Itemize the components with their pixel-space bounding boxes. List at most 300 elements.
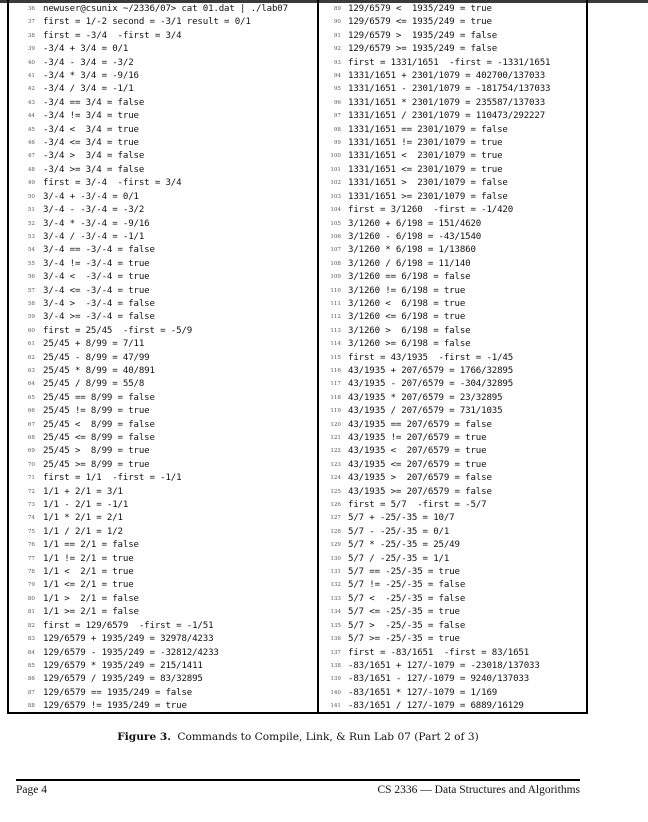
code-text: -3/4 + 3/4 = 0/1 xyxy=(43,44,129,55)
code-text: -83/1651 / 127/-1079 = 6889/16129 xyxy=(348,701,524,712)
code-text: 3/1260 != 6/198 = true xyxy=(348,285,466,296)
code-line xyxy=(319,204,586,217)
code-text: 129/6579 == 1935/249 = false xyxy=(43,687,193,698)
code-text: 3/-4 == -3/-4 = false xyxy=(43,245,155,256)
code-line xyxy=(319,150,586,163)
code-line xyxy=(319,526,586,539)
code-line xyxy=(319,700,586,713)
code-line xyxy=(319,352,586,365)
code-line xyxy=(319,647,586,660)
code-text: 3/1260 > 6/198 = false xyxy=(348,325,471,336)
code-line xyxy=(319,191,586,204)
line-number: 124 xyxy=(330,475,341,482)
line-number: 46 xyxy=(27,140,35,147)
line-number: 126 xyxy=(330,502,341,509)
code-text: 3/-4 / -3/-4 = -1/1 xyxy=(43,231,145,242)
line-number: 123 xyxy=(330,461,341,468)
code-line xyxy=(9,419,317,432)
code-line xyxy=(9,606,317,619)
code-line xyxy=(9,392,317,405)
code-line xyxy=(9,164,317,177)
line-number: 114 xyxy=(330,341,341,348)
code-text: 1/1 != 2/1 = true xyxy=(43,553,134,564)
code-text: 5/7 < -25/-35 = false xyxy=(348,593,466,604)
code-text: 43/1935 != 207/6579 = true xyxy=(348,433,487,443)
line-number: 65 xyxy=(27,394,35,401)
line-number: 110 xyxy=(330,287,341,294)
line-number: 98 xyxy=(333,126,341,133)
line-number: 64 xyxy=(27,381,35,388)
code-line xyxy=(319,566,586,579)
code-text: newuser@csunix ~/2336/07> cat 01.dat | ./lab07 xyxy=(43,4,288,14)
code-line xyxy=(9,16,317,29)
line-number: 43 xyxy=(27,99,35,106)
code-text: 25/45 * 8/99 = 40/891 xyxy=(43,365,155,376)
line-number: 106 xyxy=(330,233,341,240)
code-text: 129/6579 - 1935/249 = -32812/4233 xyxy=(43,647,219,658)
code-line xyxy=(319,606,586,619)
code-line xyxy=(9,271,317,284)
line-number: 80 xyxy=(27,595,35,602)
line-number: 47 xyxy=(27,153,35,160)
code-line xyxy=(319,687,586,700)
code-line xyxy=(9,647,317,660)
code-line xyxy=(319,432,586,445)
line-number: 132 xyxy=(330,582,341,589)
code-line xyxy=(319,660,586,673)
code-line xyxy=(9,244,317,257)
code-text: 1/1 >= 2/1 = false xyxy=(43,607,139,618)
line-number: 129 xyxy=(330,542,341,549)
line-number: 99 xyxy=(333,140,341,147)
line-number: 131 xyxy=(330,569,341,576)
code-text: 129/6579 + 1935/249 = 32978/4233 xyxy=(43,634,214,645)
code-text: 3/1260 - 6/198 = -43/1540 xyxy=(348,231,482,242)
line-number: 102 xyxy=(330,180,341,187)
line-number: 51 xyxy=(27,207,35,214)
code-line xyxy=(319,97,586,110)
code-text: 1331/1651 == 2301/1079 = false xyxy=(348,124,508,135)
code-line xyxy=(9,137,317,150)
line-number: 48 xyxy=(27,166,35,173)
code-line xyxy=(9,445,317,458)
code-text: first = -3/4 -first = 3/4 xyxy=(43,30,182,41)
code-text: 3/1260 / 6/198 = 11/140 xyxy=(348,258,471,269)
code-line xyxy=(319,392,586,405)
code-line xyxy=(319,311,586,324)
code-text: 1/1 / 2/1 = 1/2 xyxy=(43,526,123,537)
line-number: 137 xyxy=(330,649,341,656)
code-line xyxy=(319,633,586,646)
line-number: 56 xyxy=(27,274,35,281)
code-text: -3/4 / 3/4 = -1/1 xyxy=(43,84,134,95)
line-number: 103 xyxy=(330,193,341,200)
code-line xyxy=(9,378,317,391)
code-text: 25/45 < 8/99 = false xyxy=(43,419,155,430)
code-text: 3/1260 + 6/198 = 151/4620 xyxy=(348,218,482,229)
code-text: -83/1651 * 127/-1079 = 1/169 xyxy=(348,687,498,698)
code-line xyxy=(319,16,586,29)
code-line xyxy=(9,579,317,592)
page-number: Page 4 xyxy=(16,784,47,796)
line-number: 72 xyxy=(27,488,35,495)
line-number: 63 xyxy=(27,367,35,374)
line-number: 88 xyxy=(27,703,35,710)
line-number: 115 xyxy=(330,354,341,361)
line-number: 119 xyxy=(330,408,341,415)
code-line xyxy=(9,566,317,579)
line-number: 67 xyxy=(27,421,35,428)
code-text: -3/4 == 3/4 = false xyxy=(43,97,145,108)
code-line xyxy=(319,218,586,231)
code-text: -83/1651 + 127/-1079 = -23018/137033 xyxy=(348,660,540,671)
code-line xyxy=(9,191,317,204)
line-number: 89 xyxy=(333,6,341,12)
code-text: first = 1331/1651 -first = -1331/1651 xyxy=(348,57,551,68)
line-number: 49 xyxy=(27,180,35,187)
code-text: 43/1935 > 207/6579 = false xyxy=(348,473,492,484)
code-line xyxy=(319,298,586,311)
code-text: 5/7 != -25/-35 = false xyxy=(348,580,466,591)
code-line xyxy=(9,258,317,271)
line-number: 90 xyxy=(333,19,341,26)
line-number: 42 xyxy=(27,86,35,93)
code-line xyxy=(9,499,317,512)
code-line xyxy=(9,620,317,633)
code-line xyxy=(319,30,586,43)
code-text: 3/1260 <= 6/198 = true xyxy=(348,312,466,323)
code-line xyxy=(319,620,586,633)
line-number: 60 xyxy=(27,327,35,334)
code-text: -3/4 >= 3/4 = false xyxy=(43,164,145,175)
line-number: 54 xyxy=(27,247,35,254)
code-text: 25/45 == 8/99 = false xyxy=(43,392,155,403)
code-line xyxy=(319,83,586,96)
line-number: 93 xyxy=(333,59,341,66)
code-text: 43/1935 + 207/6579 = 1766/32895 xyxy=(348,365,514,376)
code-text: -3/4 <= 3/4 = true xyxy=(43,138,139,149)
code-line xyxy=(319,365,586,378)
code-text: 43/1935 * 207/6579 = 23/32895 xyxy=(348,392,503,403)
code-line xyxy=(9,512,317,525)
code-line xyxy=(319,231,586,244)
line-number: 101 xyxy=(330,166,341,173)
code-text: 129/6579 < 1935/249 = true xyxy=(348,4,492,14)
line-number: 104 xyxy=(330,207,341,214)
line-number: 57 xyxy=(27,287,35,294)
code-text: 25/45 != 8/99 = true xyxy=(43,406,150,417)
line-number: 62 xyxy=(27,354,35,361)
figure-caption-text: Commands to Compile, Link, & Run Lab 07 (Part 2 of 3) xyxy=(177,731,479,743)
code-text: 129/6579 > 1935/249 = false xyxy=(348,30,498,41)
line-number: 41 xyxy=(27,73,35,80)
code-text: first = 25/45 -first = -5/9 xyxy=(43,325,193,336)
code-text: 5/7 > -25/-35 = false xyxy=(348,620,466,631)
line-number: 136 xyxy=(330,636,341,643)
code-line xyxy=(319,593,586,606)
line-number: 139 xyxy=(330,676,341,683)
code-line xyxy=(319,579,586,592)
line-number: 37 xyxy=(27,19,35,26)
code-line xyxy=(319,472,586,485)
code-text: 1331/1651 + 2301/1079 = 402700/137033 xyxy=(348,71,546,82)
code-text: 25/45 >= 8/99 = true xyxy=(43,459,150,470)
line-number: 40 xyxy=(27,59,35,66)
line-number: 86 xyxy=(27,676,35,683)
code-text: 1331/1651 != 2301/1079 = true xyxy=(348,138,503,149)
code-line xyxy=(9,97,317,110)
line-number: 83 xyxy=(27,636,35,643)
code-line xyxy=(319,459,586,472)
code-text: first = 5/7 -first = -5/7 xyxy=(348,500,487,511)
code-text: 1331/1651 - 2301/1079 = -181754/137033 xyxy=(348,84,551,95)
line-number: 76 xyxy=(27,542,35,549)
code-text: -3/4 - 3/4 = -3/2 xyxy=(43,57,134,68)
code-line xyxy=(9,338,317,351)
code-line xyxy=(9,83,317,96)
code-line xyxy=(9,218,317,231)
code-line xyxy=(9,459,317,472)
code-text: 5/7 >= -25/-35 = true xyxy=(348,634,460,645)
code-text: 1331/1651 >= 2301/1079 = false xyxy=(348,191,508,202)
line-number: 94 xyxy=(333,73,341,80)
code-line xyxy=(9,325,317,338)
code-text: first = 129/6579 -first = -1/51 xyxy=(43,620,214,631)
line-number: 69 xyxy=(27,448,35,455)
code-text: 3/-4 * -3/-4 = -9/16 xyxy=(43,218,150,229)
code-line xyxy=(9,472,317,485)
code-line xyxy=(9,633,317,646)
line-number: 73 xyxy=(27,502,35,509)
line-number: 79 xyxy=(27,582,35,589)
code-line xyxy=(9,110,317,123)
code-text: 25/45 > 8/99 = true xyxy=(43,446,150,457)
code-line xyxy=(9,30,317,43)
code-text: 3/1260 < 6/198 = true xyxy=(348,298,466,309)
code-line xyxy=(319,70,586,83)
code-line xyxy=(9,593,317,606)
code-line xyxy=(319,499,586,512)
code-line xyxy=(9,204,317,217)
code-line xyxy=(9,70,317,83)
code-text: 25/45 <= 8/99 = false xyxy=(43,433,155,443)
code-line xyxy=(9,673,317,686)
code-text: 5/7 * -25/-35 = 25/49 xyxy=(348,540,460,551)
code-line xyxy=(319,325,586,338)
code-line xyxy=(319,137,586,150)
line-number: 91 xyxy=(333,32,341,39)
code-line xyxy=(319,110,586,123)
code-text: first = 3/-4 -first = 3/4 xyxy=(43,178,182,189)
line-number: 82 xyxy=(27,622,35,629)
code-line xyxy=(319,553,586,566)
line-number: 97 xyxy=(333,113,341,120)
code-line xyxy=(9,285,317,298)
code-line xyxy=(319,419,586,432)
line-number: 138 xyxy=(330,662,341,669)
code-text: 1/1 + 2/1 = 3/1 xyxy=(43,486,123,497)
line-number: 38 xyxy=(27,32,35,39)
line-number: 44 xyxy=(27,113,35,120)
line-number: 77 xyxy=(27,555,35,562)
line-number: 95 xyxy=(333,86,341,93)
code-line xyxy=(319,3,586,16)
code-line xyxy=(319,285,586,298)
code-line xyxy=(9,124,317,137)
code-line xyxy=(319,486,586,499)
code-text: 1331/1651 > 2301/1079 = false xyxy=(348,178,508,189)
code-line xyxy=(319,244,586,257)
code-text: first = -83/1651 -first = 83/1651 xyxy=(348,647,530,658)
code-text: 5/7 / -25/-35 = 1/1 xyxy=(348,553,450,564)
code-line xyxy=(319,177,586,190)
code-text: 3/-4 + -3/-4 = 0/1 xyxy=(43,191,139,202)
line-number: 116 xyxy=(330,367,341,374)
code-text: 5/7 + -25/-35 = 10/7 xyxy=(348,513,455,524)
line-number: 108 xyxy=(330,260,341,267)
code-text: -3/4 != 3/4 = true xyxy=(43,111,139,122)
line-number: 87 xyxy=(27,689,35,696)
line-number: 70 xyxy=(27,461,35,468)
figure-caption xyxy=(0,731,648,743)
code-text: 129/6579 != 1935/249 = true xyxy=(43,701,187,712)
line-number: 74 xyxy=(27,515,35,522)
code-text: -3/4 < 3/4 = true xyxy=(43,124,139,135)
line-number: 117 xyxy=(330,381,341,388)
code-text: 43/1935 >= 207/6579 = false xyxy=(348,486,492,497)
line-number: 140 xyxy=(330,689,341,696)
line-number: 45 xyxy=(27,126,35,133)
line-number: 55 xyxy=(27,260,35,267)
line-number: 127 xyxy=(330,515,341,522)
line-number: 135 xyxy=(330,622,341,629)
code-text: 5/7 - -25/-35 = 0/1 xyxy=(348,526,450,537)
code-line xyxy=(9,553,317,566)
line-number: 105 xyxy=(330,220,341,227)
line-number: 39 xyxy=(27,46,35,53)
code-text: 1/1 - 2/1 = -1/1 xyxy=(43,500,129,511)
figure-label: Figure 3. xyxy=(117,731,171,743)
code-text: 25/45 / 8/99 = 55/8 xyxy=(43,379,145,390)
line-number: 130 xyxy=(330,555,341,562)
code-text: -3/4 * 3/4 = -9/16 xyxy=(43,71,139,82)
code-text: 43/1935 - 207/6579 = -304/32895 xyxy=(348,379,514,390)
code-line xyxy=(9,539,317,552)
line-number: 36 xyxy=(27,6,35,12)
code-line xyxy=(9,660,317,673)
code-line xyxy=(9,365,317,378)
code-line xyxy=(319,512,586,525)
code-line xyxy=(9,3,317,16)
code-line xyxy=(319,43,586,56)
footer-rule xyxy=(16,779,580,781)
code-text: 3/1260 == 6/198 = false xyxy=(348,272,471,283)
code-text: 1/1 <= 2/1 = true xyxy=(43,580,134,591)
code-text: 43/1935 < 207/6579 = true xyxy=(348,446,487,457)
line-number: 121 xyxy=(330,435,341,441)
code-line xyxy=(9,231,317,244)
code-text: 1/1 == 2/1 = false xyxy=(43,540,139,551)
code-line xyxy=(9,298,317,311)
code-text: 3/-4 - -3/-4 = -3/2 xyxy=(43,205,145,216)
line-number: 84 xyxy=(27,649,35,656)
code-text: first = 1/-2 second = -3/1 result = 0/1 xyxy=(43,17,251,28)
line-number: 109 xyxy=(330,274,341,281)
line-number: 141 xyxy=(330,703,341,710)
code-text: 1331/1651 * 2301/1079 = 235587/137033 xyxy=(348,97,546,108)
code-line xyxy=(319,673,586,686)
code-line xyxy=(9,687,317,700)
code-text: 1/1 < 2/1 = true xyxy=(43,567,134,578)
code-text: 5/7 == -25/-35 = true xyxy=(348,567,460,578)
code-text: first = 43/1935 -first = -1/45 xyxy=(348,352,514,363)
code-text: 25/45 - 8/99 = 47/99 xyxy=(43,352,150,363)
line-number: 111 xyxy=(330,300,341,307)
line-number: 66 xyxy=(27,408,35,415)
code-line xyxy=(319,405,586,418)
code-listing-right xyxy=(319,3,586,714)
code-line xyxy=(319,57,586,70)
code-text: 1/1 > 2/1 = false xyxy=(43,593,139,604)
line-number: 134 xyxy=(330,609,341,616)
line-number: 58 xyxy=(27,300,35,307)
code-line xyxy=(319,378,586,391)
line-number: 52 xyxy=(27,220,35,227)
code-text: 25/45 + 8/99 = 7/11 xyxy=(43,339,145,350)
code-line xyxy=(9,43,317,56)
code-text: 3/-4 > -3/-4 = false xyxy=(43,298,155,309)
line-number: 53 xyxy=(27,233,35,240)
line-number: 100 xyxy=(330,153,341,160)
line-number: 128 xyxy=(330,528,341,535)
line-number: 107 xyxy=(330,247,341,254)
code-listing-right-frame xyxy=(319,0,588,714)
code-text: 1331/1651 < 2301/1079 = true xyxy=(348,151,503,162)
code-line xyxy=(319,338,586,351)
code-line xyxy=(9,311,317,324)
code-line xyxy=(9,405,317,418)
code-text: 3/-4 <= -3/-4 = true xyxy=(43,285,150,296)
code-text: 3/-4 != -3/-4 = true xyxy=(43,258,150,269)
code-line xyxy=(9,177,317,190)
code-text: -83/1651 - 127/-1079 = 9240/137033 xyxy=(348,674,530,685)
code-text: 1331/1651 / 2301/1079 = 110473/292227 xyxy=(348,111,546,122)
code-line xyxy=(9,352,317,365)
line-number: 112 xyxy=(330,314,341,321)
line-number: 133 xyxy=(330,595,341,602)
line-number: 50 xyxy=(27,193,35,200)
code-text: first = 1/1 -first = -1/1 xyxy=(43,473,182,484)
code-line xyxy=(9,432,317,445)
code-line xyxy=(319,271,586,284)
code-text: 129/6579 / 1935/249 = 83/32895 xyxy=(43,674,203,685)
code-listing-left xyxy=(9,3,317,714)
code-line xyxy=(9,57,317,70)
line-number: 85 xyxy=(27,662,35,669)
line-number: 81 xyxy=(27,609,35,616)
code-text: 1331/1651 <= 2301/1079 = true xyxy=(348,164,503,175)
line-number: 68 xyxy=(27,435,35,441)
code-text: 3/1260 * 6/198 = 1/13860 xyxy=(348,245,476,256)
code-line xyxy=(9,526,317,539)
line-number: 78 xyxy=(27,569,35,576)
line-number: 122 xyxy=(330,448,341,455)
code-line xyxy=(319,258,586,271)
code-text: 3/-4 >= -3/-4 = false xyxy=(43,312,155,323)
line-number: 96 xyxy=(333,99,341,106)
code-text: 43/1935 <= 207/6579 = true xyxy=(348,459,487,470)
code-text: 5/7 <= -25/-35 = true xyxy=(348,607,460,618)
